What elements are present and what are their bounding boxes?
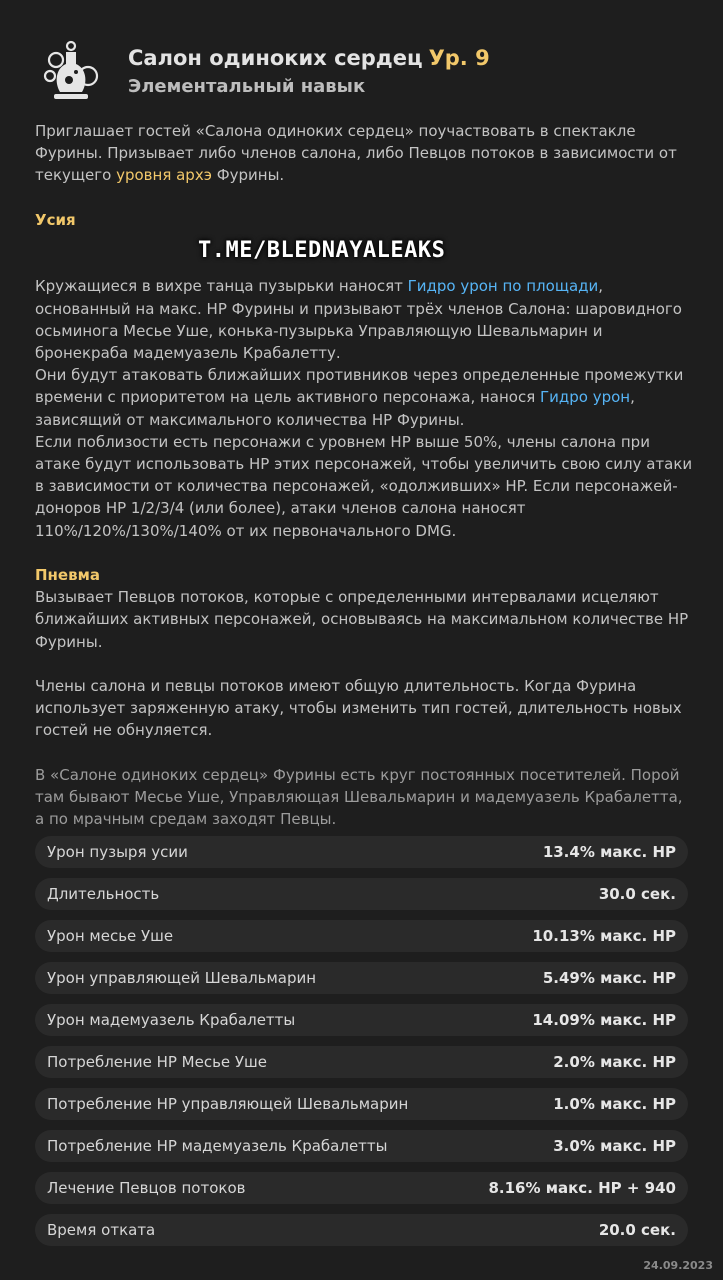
stat-label: Урон мадемуазель Крабалетты [47,1011,296,1029]
watermark: T.ME/BLEDNAYALEAKS [198,238,446,263]
stat-value: 14.09% макс. HP [532,1011,676,1029]
skill-type: Элементальный навык [128,76,366,97]
hydro-aoe-highlight: Гидро урон по площади [407,277,599,296]
arkhe-highlight: уровня архэ [116,166,212,185]
date-stamp: 24.09.2023 [643,1259,713,1272]
stat-label: Урон месье Уше [47,927,174,945]
bubble-flask-icon [36,36,106,106]
stat-label: Время отката [47,1221,156,1239]
shared-duration-paragraph: Члены салона и певцы потоков имеют общую длительность. Когда Фурина использует заряженную атаку, чтобы изменить тип гостей, длительность новых гостей не обнуляется. [35,677,682,740]
stat-value: 10.13% макс. HP [532,927,676,945]
intro-text: Приглашает гостей «Салона одиноких сердец» поучаствовать в спектакле Фурины. Призывает либо членов салона, либо Певцов потоков в зависимости от текущего [35,122,677,185]
ousia-text-2a: Они будут атаковать ближайших противников через определенные промежутки времени с приоритетом на цель активного персонажа, нанося [35,366,684,407]
ousia-paragraph-1 [35,275,695,364]
stat-row [35,962,688,994]
skill-header [36,36,696,106]
skill-title [128,46,490,70]
stat-row [35,1130,688,1162]
ousia-text-2b: , зависящий от максимального количества HP Фурины. [35,388,635,429]
ousia-text-1b: , основанный на макс. HP Фурины и призывают трёх членов Салона: шаровидного осьминога Месье Уше, конька-пузырька Управляющую Шевальмарин и бронекраба мадемуазель Крабалетту. [35,277,682,362]
stat-row [35,1088,688,1120]
ousia-title: Усия [35,210,76,229]
ousia-paragraph-2 [35,364,695,431]
pneuma-paragraph: Вызывает Певцов потоков, которые с определенными интервалами исцеляют ближайших активных персонажей, основываясь на максимальном количестве HP Фурины. [35,588,689,651]
stat-row [35,1004,688,1036]
ousia-text-1a: Кружащиеся в вихре танца пузырьки наносят [35,277,408,296]
hydro-dmg-highlight: Гидро урон [540,388,631,407]
stat-label: Урон управляющей Шевальмарин [47,969,317,987]
stat-row [35,878,688,910]
stat-value: 1.0% макс. HP [553,1095,676,1113]
intro-paragraph [35,120,695,187]
stat-label: Потребление HP управляющей Шевальмарин [47,1095,409,1113]
stat-label: Длительность [47,885,160,903]
stat-row [35,1172,688,1204]
stat-row [35,836,688,868]
skill-description [35,120,695,830]
stat-value: 30.0 сек. [598,885,676,903]
stat-label: Потребление HP мадемуазель Крабалетты [47,1137,388,1155]
flavor-text: В «Салоне одиноких сердец» Фурины есть круг постоянных посетителей. Порой там бывают Месье Уше, Управляющая Шевальмарин и мадемуазель Крабалетта, а по мрачным средам заходят Певцы. [35,765,683,829]
stat-value: 8.16% макс. HP + 940 [488,1179,676,1197]
pneuma-title: Пневма [35,566,100,584]
stat-value: 5.49% макс. HP [542,969,676,987]
stat-value: 3.0% макс. HP [553,1137,676,1155]
stat-row [35,1046,688,1078]
stat-value: 2.0% макс. HP [553,1053,676,1071]
stat-row [35,1214,688,1246]
stat-row [35,920,688,952]
intro-text-end: Фурины. [211,166,285,185]
stat-value: 20.0 сек. [598,1221,676,1239]
stat-label: Лечение Певцов потоков [47,1179,246,1197]
stat-label: Урон пузыря усии [47,843,188,861]
stats-table [35,836,688,1256]
stat-value: 13.4% макс. HP [542,843,676,861]
skill-name: Салон одиноких сердец [128,46,423,70]
skill-level: Ур. 9 [428,46,490,70]
stat-label: Потребление HP Месье Уше [47,1053,268,1071]
ousia-paragraph-3: Если поблизости есть персонажи с уровнем HP выше 50%, члены салона при атаке будут использовать HP этих персонажей, чтобы увеличить свою силу атаки в зависимости от количества персонажей, «одолживших» HP. Если персонажей-доноров HP 1/2/3/4 (или более), атаки членов салона наносят 110%/120%/130%/140% от их первоначального DMG. [35,432,693,540]
